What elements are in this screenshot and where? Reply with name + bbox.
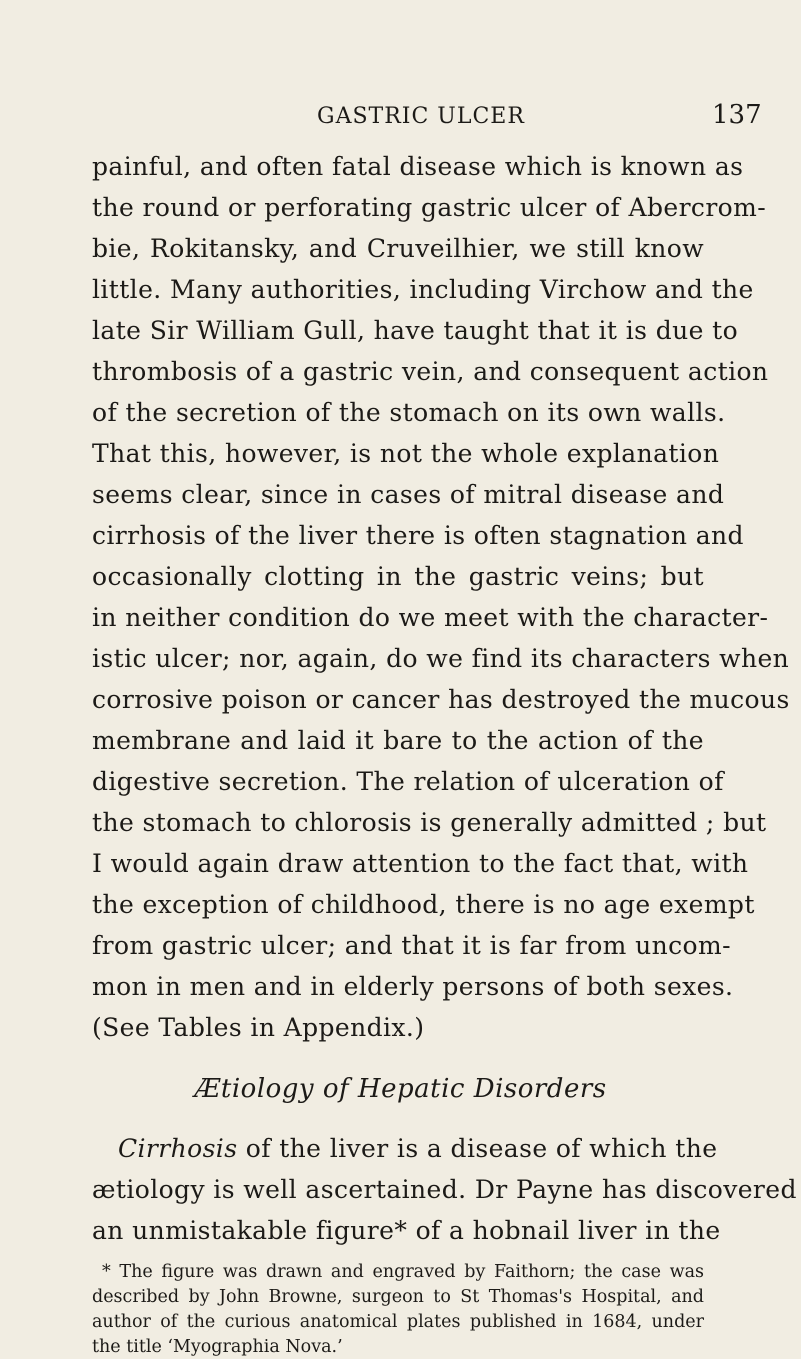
text-line: from gastric ulcer; and that it is far from uncom- (92, 931, 731, 960)
text-line: an unmistakable figure* of a hobnail liver in the (92, 1216, 721, 1245)
text-line: cirrhosis of the liver there is often stagnation and (92, 521, 744, 550)
text-line: mon in men and in elderly persons of both sexes. (92, 972, 734, 1001)
running-title: GASTRIC ULCER (317, 104, 525, 129)
footnote-line: described by John Browne, surgeon to St Thomas's Hospital, and (92, 1287, 704, 1307)
text-line: the round or perforating gastric ulcer of Abercrom- (92, 193, 767, 222)
text-line: thrombosis of a gastric vein, and consequent action (92, 357, 769, 386)
text-line: occasionally clotting in the gastric veins; but (92, 562, 704, 591)
lead-term: Cirrhosis (118, 1134, 238, 1163)
page-number: 137 (712, 100, 762, 130)
text-line: in neither condition do we meet with the character- (92, 603, 769, 632)
text-line: the exception of childhood, there is no age exempt (92, 890, 755, 919)
text-run: of the liver is a disease of which the (237, 1134, 718, 1163)
section-heading: Ætiology of Hepatic Disorders (194, 1074, 607, 1104)
text-line: (See Tables in Appendix.) (92, 1013, 425, 1042)
footnote-line: author of the curious anatomical plates published in 1684, under (92, 1312, 704, 1332)
footnote-line: the title ‘Myographia Nova.’ (92, 1337, 343, 1357)
text-line: That this, however, is not the whole explanation (92, 439, 720, 468)
text-line: bie, Rokitansky, and Cruveilhier, we still know (92, 234, 704, 263)
text-line: painful, and often fatal disease which is known as (92, 152, 744, 181)
text-line: I would again draw attention to the fact that, with (92, 849, 749, 878)
text-line: seems clear, since in cases of mitral disease and (92, 480, 725, 509)
text-line: of the secretion of the stomach on its own walls. (92, 398, 726, 427)
text-line: corrosive poison or cancer has destroyed the mucous (92, 685, 790, 714)
running-head (0, 96, 801, 132)
text-line: istic ulcer; nor, again, do we find its characters when (92, 644, 790, 673)
text-line: membrane and laid it bare to the action of the (92, 726, 704, 755)
text-line: the stomach to chlorosis is generally admitted ; but (92, 808, 767, 837)
text-line (118, 1132, 718, 1166)
text-line: ætiology is well ascertained. Dr Payne has discovered (92, 1175, 797, 1204)
text-line: little. Many authorities, including Virchow and the (92, 275, 754, 304)
footnote-line: * The figure was drawn and engraved by Faithorn; the case was (102, 1262, 704, 1282)
text-line: late Sir William Gull, have taught that it is due to (92, 316, 739, 345)
text-line: digestive secretion. The relation of ulceration of (92, 767, 724, 796)
